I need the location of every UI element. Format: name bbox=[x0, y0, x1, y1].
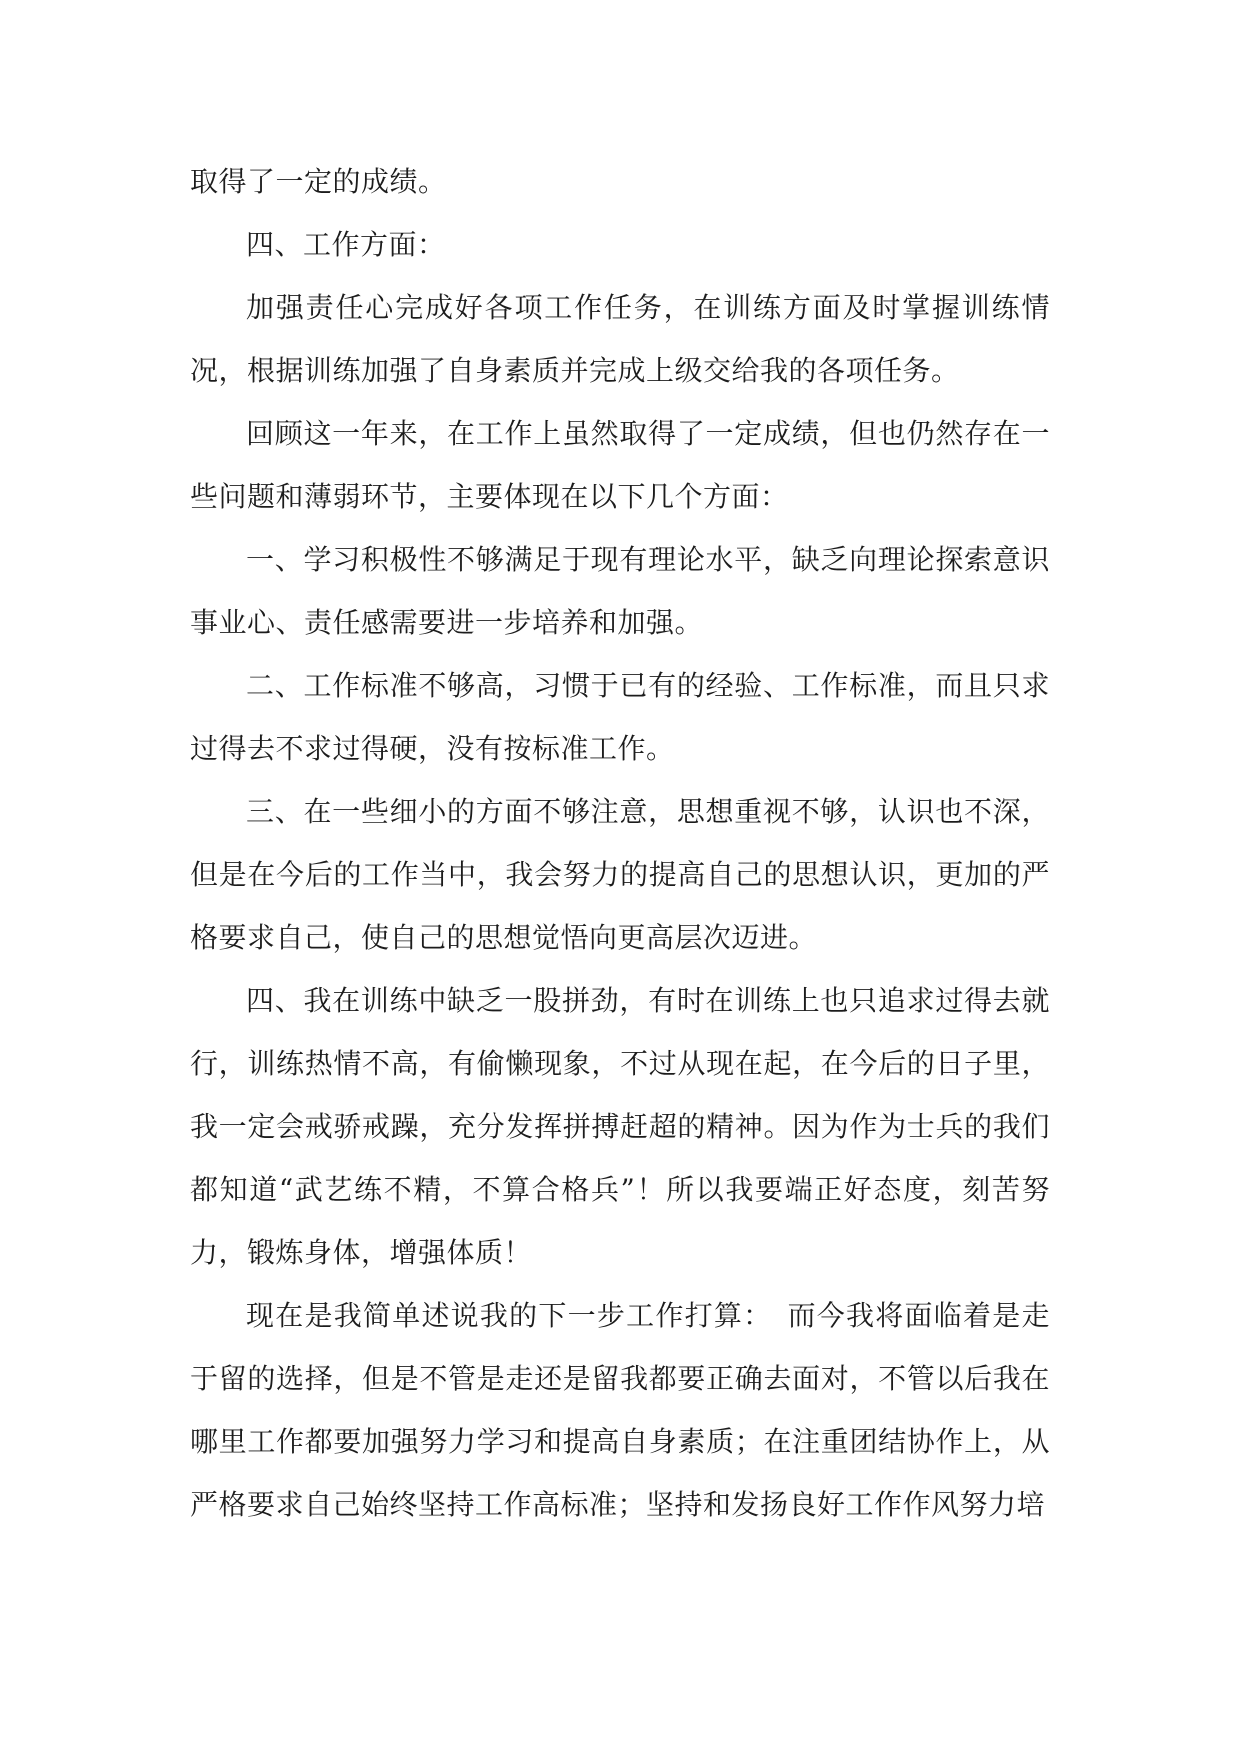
paragraph-issue-three: 三、在一些细小的方面不够注意，思想重视不够，认识也不深，但是在今后的工作当中，我会努力的提高自己的思想认识，更加的严格要求自己，使自己的思想觉悟向更高层次迈进。 bbox=[190, 795, 1050, 954]
paragraph-continuation: 取得了一定的成绩。 bbox=[190, 165, 447, 198]
document-body bbox=[190, 150, 1050, 1536]
paragraph-section-heading: 四、工作方面： bbox=[246, 228, 446, 261]
paragraph-issue-two: 二、工作标准不够高，习惯于已有的经验、工作标准，而且只求过得去不求过得硬，没有按标准工作。 bbox=[190, 669, 1050, 765]
paragraph-review-intro: 回顾这一年来，在工作上虽然取得了一定成绩，但也仍然存在一些问题和薄弱环节，主要体现在以下几个方面： bbox=[190, 417, 1050, 513]
paragraph-work-duties: 加强责任心完成好各项工作任务，在训练方面及时掌握训练情况，根据训练加强了自身素质并完成上级交给我的各项任务。 bbox=[190, 291, 1050, 387]
paragraph-next-plan: 现在是我简单述说我的下一步工作打算： 而今我将面临着是走于留的选择，但是不管是走还是留我都要正确去面对，不管以后我在哪里工作都要加强努力学习和提高自身素质；在注重团结协作上，从严格要求自己始终坚持工作高标准；坚持和发扬良好工作作风努力培 bbox=[190, 1299, 1050, 1521]
paragraph-issue-one: 一、学习积极性不够满足于现有理论水平，缺乏向理论探索意识事业心、责任感需要进一步培养和加强。 bbox=[190, 543, 1050, 639]
paragraph-issue-four: 四、我在训练中缺乏一股拼劲，有时在训练上也只追求过得去就行，训练热情不高，有偷懒现象，不过从现在起，在今后的日子里，我一定会戒骄戒躁，充分发挥拼搏赶超的精神。因为作为士兵的我们都知道“武艺练不精，不算合格兵”！所以我要端正好态度，刻苦努力，锻炼身体，增强体质！ bbox=[190, 984, 1050, 1269]
